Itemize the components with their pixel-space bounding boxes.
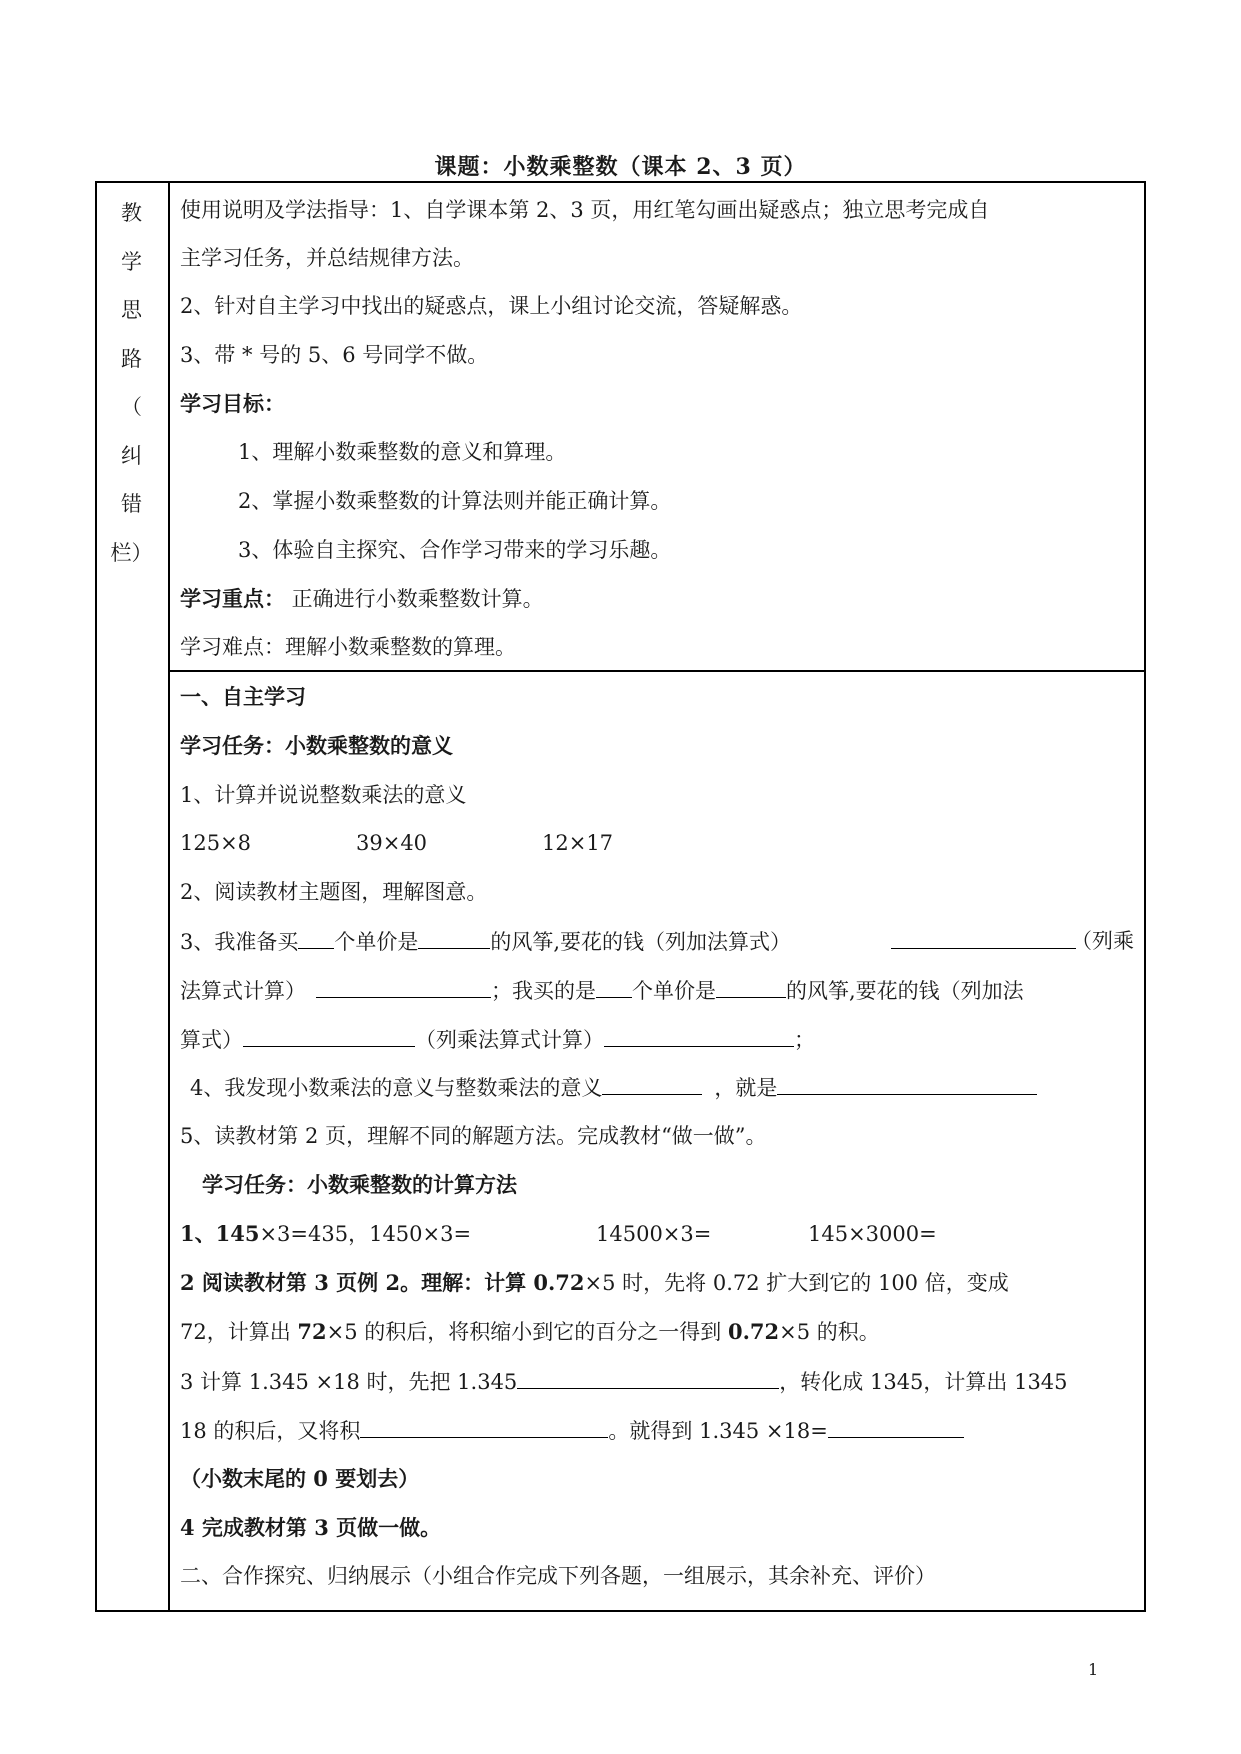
question-1: 1、计算并说说整数乘法的意义 (180, 783, 467, 807)
question-3-line-2 (180, 975, 1024, 1006)
calc-line-3a (180, 1366, 1068, 1397)
guide-line-3: 3、带 * 号的 5、6 号同学不做。 (180, 343, 489, 367)
q3-text: 法算式计算） (180, 979, 306, 1003)
key-point (180, 584, 544, 614)
calc-line-2b (180, 1317, 880, 1347)
q3-text: ；我买的是 (491, 979, 596, 1003)
calc-line-4: 4 完成教材第 3 页做一做。 (180, 1515, 442, 1540)
calc-text: ×5 时，先将 0.72 扩大到它的 100 倍，变成 (584, 1271, 1009, 1295)
goals-heading: 学习目标： (180, 391, 285, 416)
calc-text: 72 (297, 1319, 327, 1344)
side-char: （ (121, 395, 142, 419)
q3-text: 算式） (180, 1028, 243, 1052)
table-top-border (95, 181, 1146, 183)
side-column (95, 181, 168, 577)
calc-text: ，转化成 1345，计算出 1345 (779, 1370, 1068, 1394)
calc-text: 0.72 (727, 1319, 780, 1344)
q3-text: 的风筝,要花的钱（列加法 (786, 979, 1024, 1003)
row-divider (168, 670, 1146, 672)
side-char: 纠 (121, 443, 142, 468)
calc-text: 3 计算 1.345 ×18 时，先把 1.345 (180, 1370, 518, 1394)
difficult-point: 学习难点：理解小数乘整数的算理。 (180, 635, 516, 659)
q4-text: ，就是 (714, 1076, 778, 1100)
guide-line-1b: 主学习任务，并总结规律方法。 (180, 246, 474, 270)
calc-line-3b (180, 1415, 964, 1446)
calc-text: 18 的积后，又将积 (180, 1419, 361, 1443)
table-right-border (1144, 181, 1146, 1612)
calc-line-2a (180, 1268, 1009, 1298)
fill-blank[interactable] (777, 1072, 1037, 1095)
fill-blank[interactable] (891, 926, 1076, 949)
fill-blank[interactable] (243, 1024, 415, 1047)
fill-blank[interactable] (360, 1415, 608, 1438)
question-3-line-1 (180, 926, 791, 957)
fill-blank[interactable] (418, 926, 490, 949)
fill-blank[interactable] (298, 926, 334, 949)
calc-note: （小数末尾的 0 要划去） (180, 1466, 420, 1491)
q3-text: ； (794, 1028, 815, 1052)
q3-text: 的风筝,要花的钱（列加法算式） (490, 930, 792, 954)
calc-text: ×5 的积后，将积缩小到它的百分之一得到 (326, 1320, 728, 1344)
goal-1: 1、理解小数乘整数的意义和算理。 (238, 440, 567, 464)
goal-2: 2、掌握小数乘整数的计算法则并能正确计算。 (238, 489, 672, 513)
calc-text: ×5 的积。 (779, 1320, 880, 1344)
fill-blank[interactable] (316, 975, 491, 998)
calc-12x17: 12×17 (542, 831, 614, 855)
calc-125x8: 125×8 (180, 831, 252, 855)
side-char: 路 (121, 346, 142, 371)
calc-text: ×3=435，1450 (259, 1222, 423, 1246)
calc-text: 。就得到 1.345 ×18= (608, 1419, 828, 1443)
q3-text: 个单价是 (632, 979, 716, 1003)
guide-line-2: 2、针对自主学习中找出的疑惑点，课上小组讨论交流，答疑解惑。 (180, 294, 803, 318)
key-label: 学习重点： (180, 586, 285, 611)
calc-text: 2 阅读教材第 3 页例 2。理解：计算 0.72 (180, 1270, 585, 1295)
question-2: 2、阅读教材主题图，理解图意。 (180, 880, 488, 904)
calc-14500x3: 14500×3= (596, 1222, 712, 1246)
q3-blank-1 (891, 926, 1076, 957)
calc-text: 1、145 (180, 1221, 260, 1246)
q3-text: 个单价是 (334, 930, 419, 954)
side-char: 栏） (110, 540, 153, 565)
q4-text: 4、我发现小数乘法的意义与整数乘法的意义 (190, 1076, 603, 1100)
calc-text: 72，计算出 (180, 1320, 298, 1344)
fill-blank[interactable] (828, 1415, 964, 1438)
fill-blank[interactable] (517, 1366, 779, 1389)
key-text: 正确进行小数乘整数计算。 (285, 587, 544, 611)
page-number: 1 (1088, 1660, 1099, 1679)
task-heading-1: 学习任务：小数乘整数的意义 (180, 733, 453, 758)
q3-text: （列乘 (1071, 929, 1134, 953)
question-3-line-3 (180, 1024, 815, 1055)
fill-blank[interactable] (716, 975, 786, 998)
fill-blank[interactable] (602, 1072, 702, 1095)
fill-blank[interactable] (596, 975, 632, 998)
part-two-heading: 二、合作探究、归纳展示（小组合作完成下列各题，一组展示，其余补充、评价） (180, 1564, 936, 1588)
question-4 (190, 1072, 1037, 1103)
calc-39x40: 39×40 (356, 831, 428, 855)
calc-145x3000: 145×3000= (808, 1222, 937, 1246)
goal-3: 3、体验自主探究、合作学习带来的学习乐趣。 (238, 538, 672, 562)
side-char: 错 (121, 492, 142, 516)
column-divider (168, 181, 170, 1612)
side-char: 学 (121, 249, 142, 274)
page-title: 课题：小数乘整数（课本 2、3 页） (434, 154, 807, 180)
fill-blank[interactable] (604, 1024, 794, 1047)
question-5: 5、读教材第 2 页，理解不同的解题方法。完成教材“做一做”。 (180, 1124, 767, 1148)
q3-text: 3、我准备买 (180, 930, 299, 954)
calc-line-1 (180, 1219, 471, 1249)
section-heading: 一、自主学习 (180, 684, 306, 709)
q3-text: （列乘法算式计算） (415, 1028, 604, 1052)
guide-line-1a: 使用说明及学法指导：1、自学课本第 2、3 页，用红笔勾画出疑惑点；独立思考完成自 (180, 198, 990, 222)
side-char: 教 (121, 201, 142, 225)
side-char: 思 (121, 298, 142, 322)
calc-text: ×3= (422, 1222, 472, 1246)
table-bottom-border (95, 1610, 1146, 1612)
task-heading-2: 学习任务：小数乘整数的计算方法 (202, 1172, 517, 1197)
